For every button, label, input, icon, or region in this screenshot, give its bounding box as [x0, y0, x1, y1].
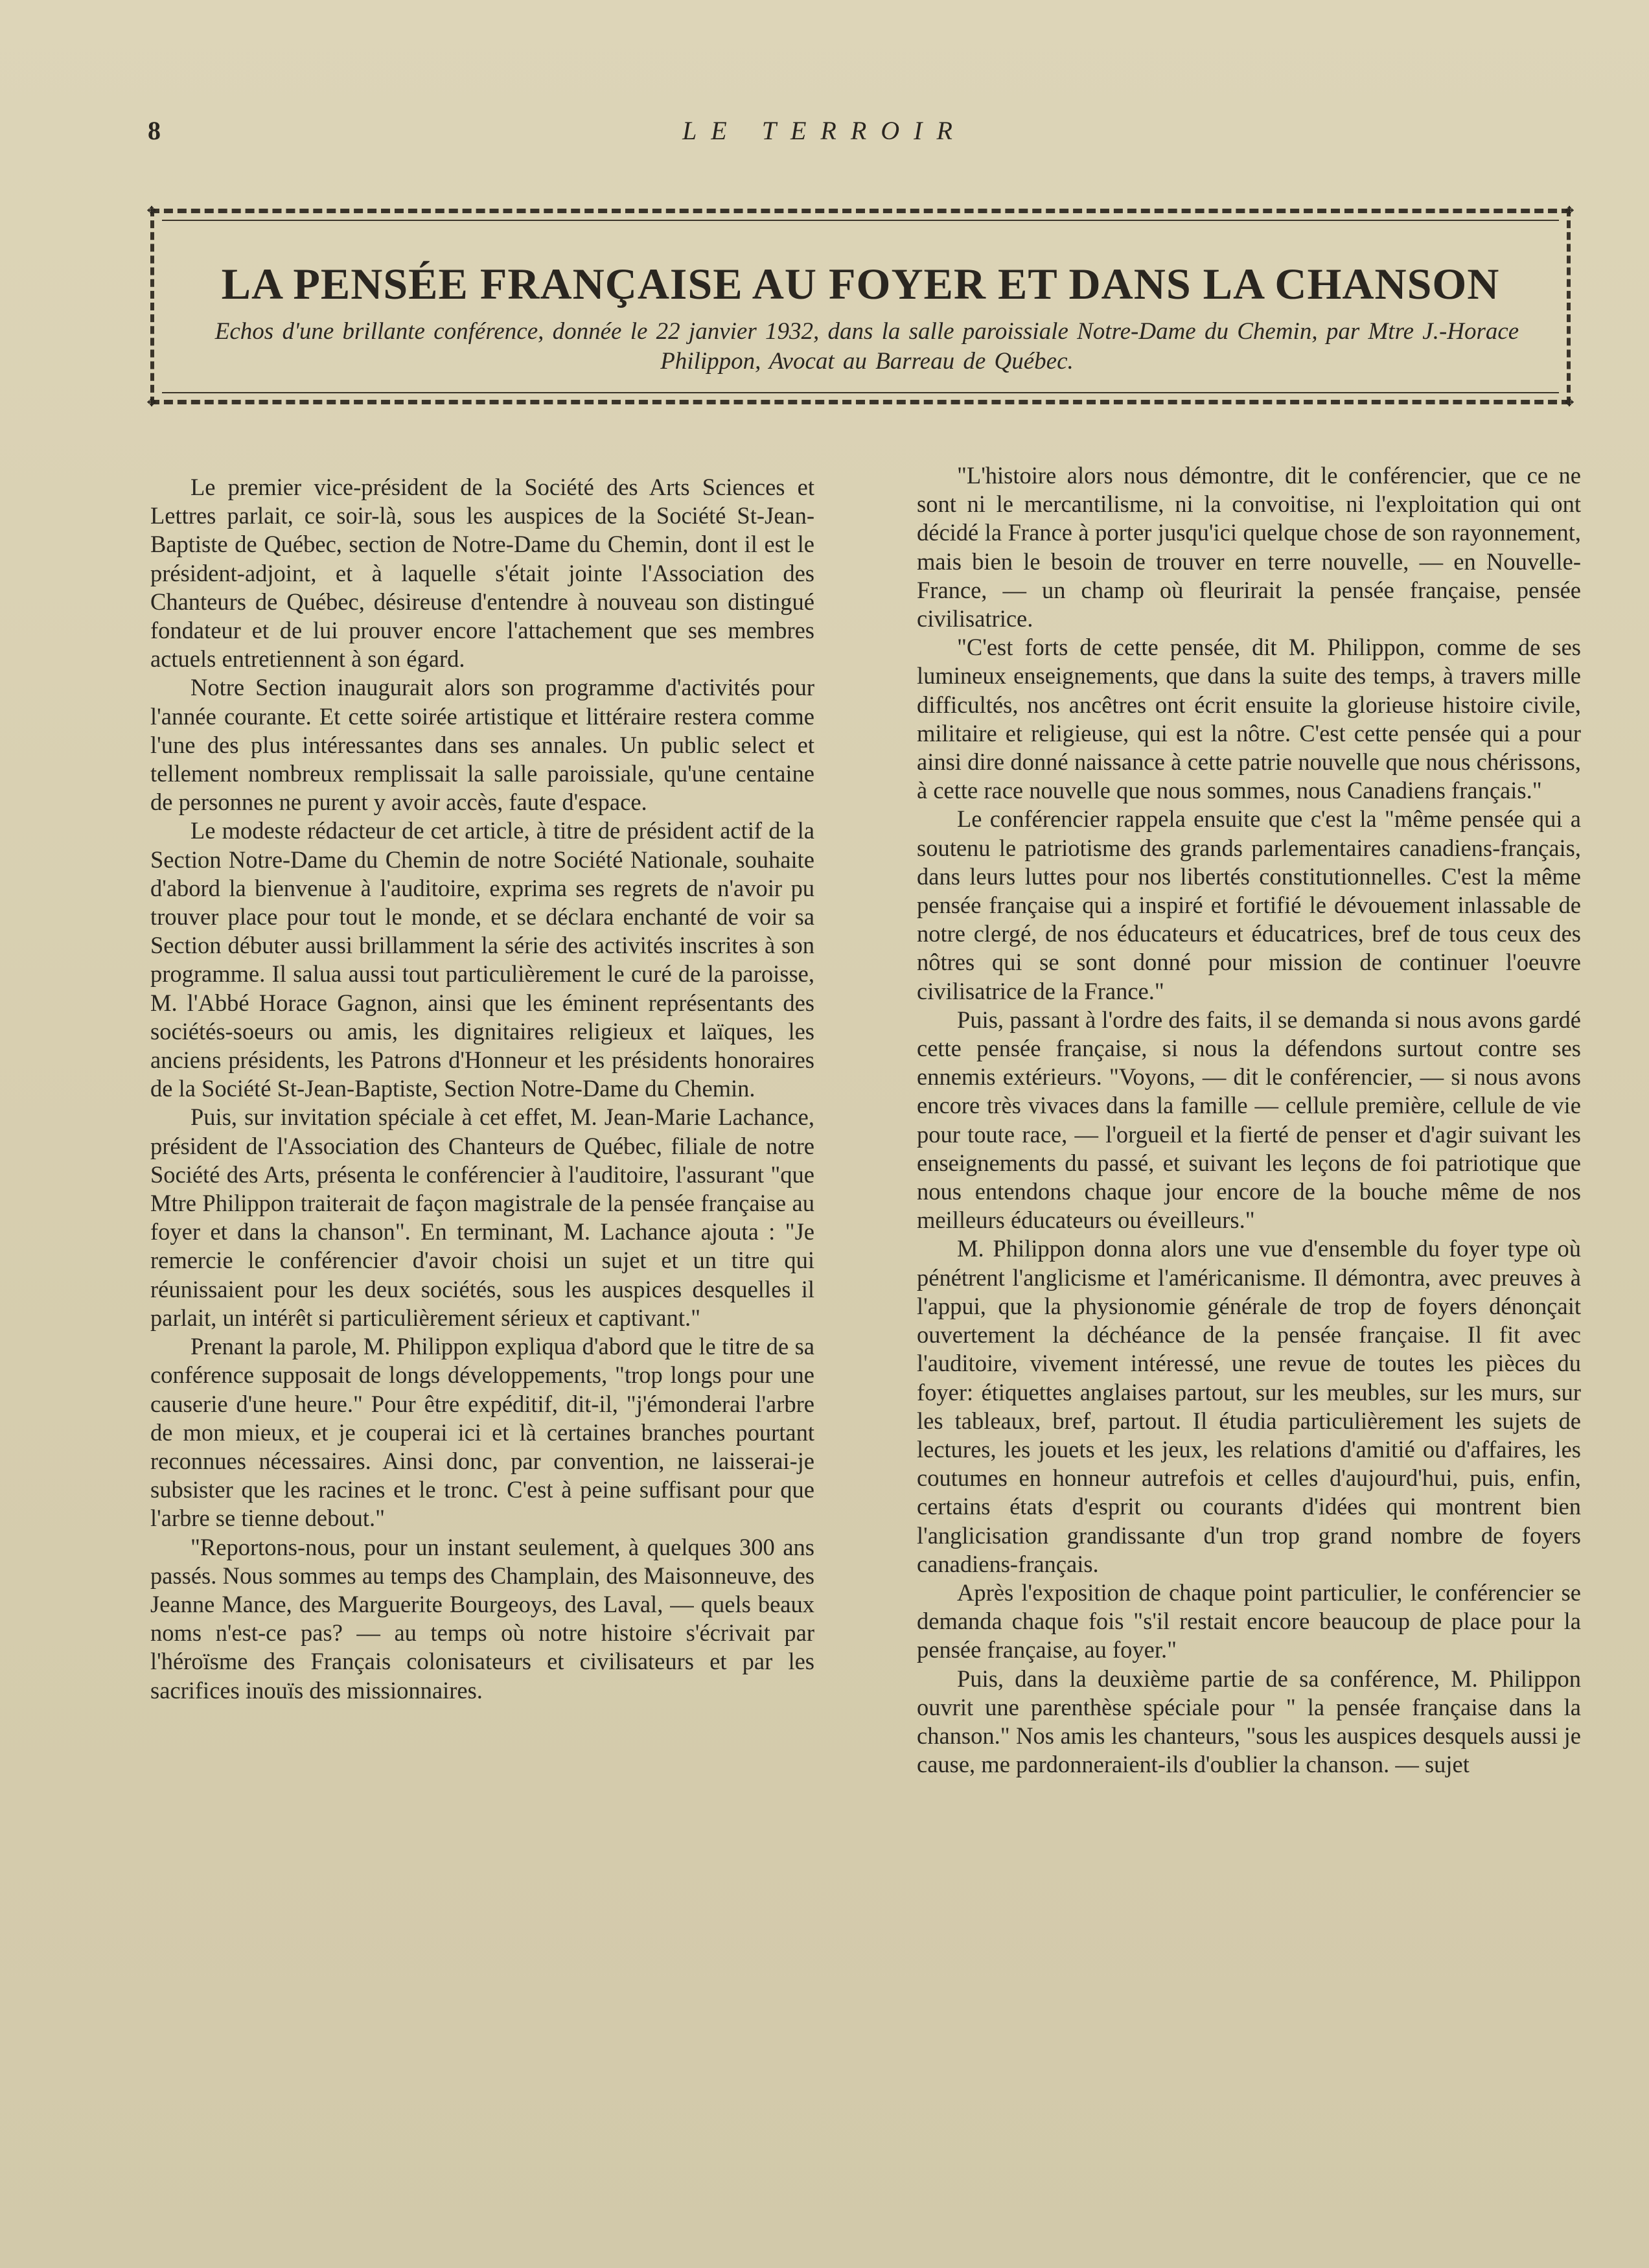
- right-column: [917, 461, 1581, 1779]
- paragraph: "C'est forts de cette pensée, dit M. Philippon, comme de ses lumineux enseignements, que dans la suite des temps, à travers mille difficultés, nos ancêtres ont écrit ensuite la glorieuse histoire civile, militaire et religieuse, qui est la nôtre. C'est cette pensée qui a pour ainsi dire donné naissance à cette patrie nouvelle que nous chérissons, à cette race nouvelle que nous sommes, nous Canadiens français.": [917, 634, 1581, 804]
- paragraph: Puis, passant à l'ordre des faits, il se demanda si nous avons gardé cette pensée française, si nous la défendons surtout contre ses ennemis extérieurs. "Voyons, — dit le conférencier, — si nous avons encore très vivaces dans la famille — cellule première, cellule de vie pour toute race, — l'orgueil et la fierté de penser et d'agir suivant les enseignements du passé, et suivant les leçons de foi patriotique que nous entendons chaque jour encore de la bouche même de nos meilleurs éducateurs ou éveilleurs.": [917, 1006, 1581, 1234]
- running-head: LE TERROIR: [682, 116, 967, 145]
- paragraph: Notre Section inaugurait alors son programme d'activités pour l'année courante. Et cette soirée artistique et littéraire restera comme l'une des plus intéressantes dans ses annales. Un public select et tellement nombreux remplissait la salle paroissiale, qu'une centaine de personnes ne purent y avoir accès, faute d'espace.: [150, 674, 814, 816]
- running-header: [0, 115, 1649, 154]
- paragraph: Le modeste rédacteur de cet article, à titre de président actif de la Section Notre-Dame du Chemin de notre Société Nationale, souhaite d'abord la bienvenue à l'auditoire, exprima ses regrets de n'avoir pu trouver place pour tout le monde, et se déclara enchanté de voir sa Section débuter aussi brillamment la série des activités inscrites à son programme. Il salua aussi tout particulièrement le curé de la paroisse, M. l'Abbé Horace Gagnon, ainsi que les éminent représentants des sociétés-soeurs ou amis, les dignitaires religieux et laïques, les anciens présidents, les Patrons d'Honneur et les présidents honoraires de la Société St-Jean-Baptiste, Section Notre-Dame du Chemin.: [150, 817, 814, 1102]
- page-number: 8: [148, 116, 161, 145]
- title-frame: [146, 204, 1574, 409]
- paragraph: Prenant la parole, M. Philippon expliqua d'abord que le titre de sa conférence supposait de longs développements, "trop longs pour une causerie d'une heure." Pour être expéditif, dit-il, "j'émonderai l'arbre de mon mieux, et je couperai ici et là certaines branches pourtant reconnues nécessaires. Ainsi donc, par convention, ne laisserai-je subsister que les racines et le tronc. C'est à peine suffisant pour que l'arbre se tienne debout.": [150, 1333, 814, 1532]
- paragraph: "L'histoire alors nous démontre, dit le conférencier, que ce ne sont ni le mercantilisme, ni la convoitise, ni l'exploitation qui ont décidé la France à porter jusqu'ici quelque chose de son rayonnement, mais bien le besoin de trouver en terre nouvelle, — en Nouvelle-France, — un champ où fleurirait la pensée française, pensée civilisatrice.: [917, 462, 1581, 632]
- ornament-corner-icon: ✥: [146, 204, 157, 217]
- paragraph: M. Philippon donna alors une vue d'ensemble du foyer type où pénétrent l'anglicisme et l'américanisme. Il démontra, avec preuves à l'appui, que la physionomie générale de trop de foyers dénonçait ouvertement la déchéance de la pensée française. Il fit avec l'auditoire, vivement intéressé, une revue de toutes les pièces du foyer: étiquettes anglaises partout, sur les meubles, sur les murs, sur les tableaux, bref, partout. Il étudia particulièrement les sujets de lectures, les jouets et les jeux, les relations d'amitié ou d'affaires, les coutumes en honneur autrefois et celles d'aujourd'hui, puis, enfin, certains états d'esprit ou courants d'idées qui montrent bien l'anglicisation grandissante d'un trop grand nombre de foyers canadiens-français.: [917, 1235, 1581, 1577]
- ornament-corner-icon: ✥: [1564, 396, 1574, 409]
- ornament-corner-icon: ✥: [1564, 204, 1574, 217]
- ornament-corner-icon: ✥: [146, 396, 157, 409]
- paragraph: Puis, dans la deuxième partie de sa conférence, M. Philippon ouvrit une parenthèse spéciale pour " la pensée française dans la chanson." Nos amis les chanteurs, "sous les auspices desquels aussi je cause, me pardonneraient-ils d'oublier la chanson. — sujet: [917, 1665, 1581, 1778]
- paragraph: Le conférencier rappela ensuite que c'est la "même pensée qui a soutenu le patriotisme des grands parlementaires canadiens-français, dans leurs luttes pour nos libertés constitutionnelles. C'est la même pensée française qui a inspiré et fortifié le dévouement inlassable de notre clergé, de nos éducateurs et éducatrices, bref de tous ceux des nôtres qui se sont donné pour mission de continuer l'oeuvre civilisatrice de la France.": [917, 805, 1581, 1004]
- paragraph: Après l'exposition de chaque point particulier, le conférencier se demanda chaque fois "s'il restait encore beaucoup de place pour la pensée française, au foyer.": [917, 1579, 1581, 1663]
- left-column: [150, 473, 814, 1705]
- paragraph: Puis, sur invitation spéciale à cet effet, M. Jean-Marie Lachance, président de l'Association des Chanteurs de Québec, filiale de notre Société des Arts, présenta le conférencier à l'auditoire, l'assurant "que Mtre Philippon traiterait de façon magistrale de la pensée française au foyer et dans la chanson". En terminant, M. Lachance ajouta : "Je remercie le conférencier d'avoir choisi un sujet et un titre qui réunissaient pour les deux sociétés, sous les auspices desquelles il parlait, un intérêt si particulièrement sérieux et captivant.": [150, 1104, 814, 1331]
- paragraph: Le premier vice-président de la Société des Arts Sciences et Lettres parlait, ce soir-là, sous les auspices de la Société St-Jean-Baptiste de Québec, section de Notre-Dame du Chemin, dont il est le président-adjoint, et à laquelle s'était jointe l'Association des Chanteurs de Québec, désireuse d'entendre à nouveau son distingué fondateur et de lui prouver encore l'attachement que ses membres actuels entretiennent à son égard.: [150, 474, 814, 673]
- article-title: LA PENSÉE FRANÇAISE AU FOYER ET DANS LA CHANSON: [221, 259, 1500, 308]
- paragraph: "Reportons-nous, pour un instant seulement, à quelques 300 ans passés. Nous sommes au temps des Champlain, des Maisonneuve, des Jeanne Mance, des Marguerite Bourgeoys, des Laval, — quels beaux noms n'est-ce pas? — au temps où notre histoire s'écrivait par l'héroïsme des Français colonisateurs et civilisateurs et par les sacrifices inouïs des missionnaires.: [150, 1533, 814, 1704]
- article-subtitle: Echos d'une brillante conférence, donnée le 22 janvier 1932, dans la salle paroissiale Notre-Dame du Chemin, par Mtre J.-Horace Philippon, Avocat au Barreau de Québec.: [214, 318, 1519, 375]
